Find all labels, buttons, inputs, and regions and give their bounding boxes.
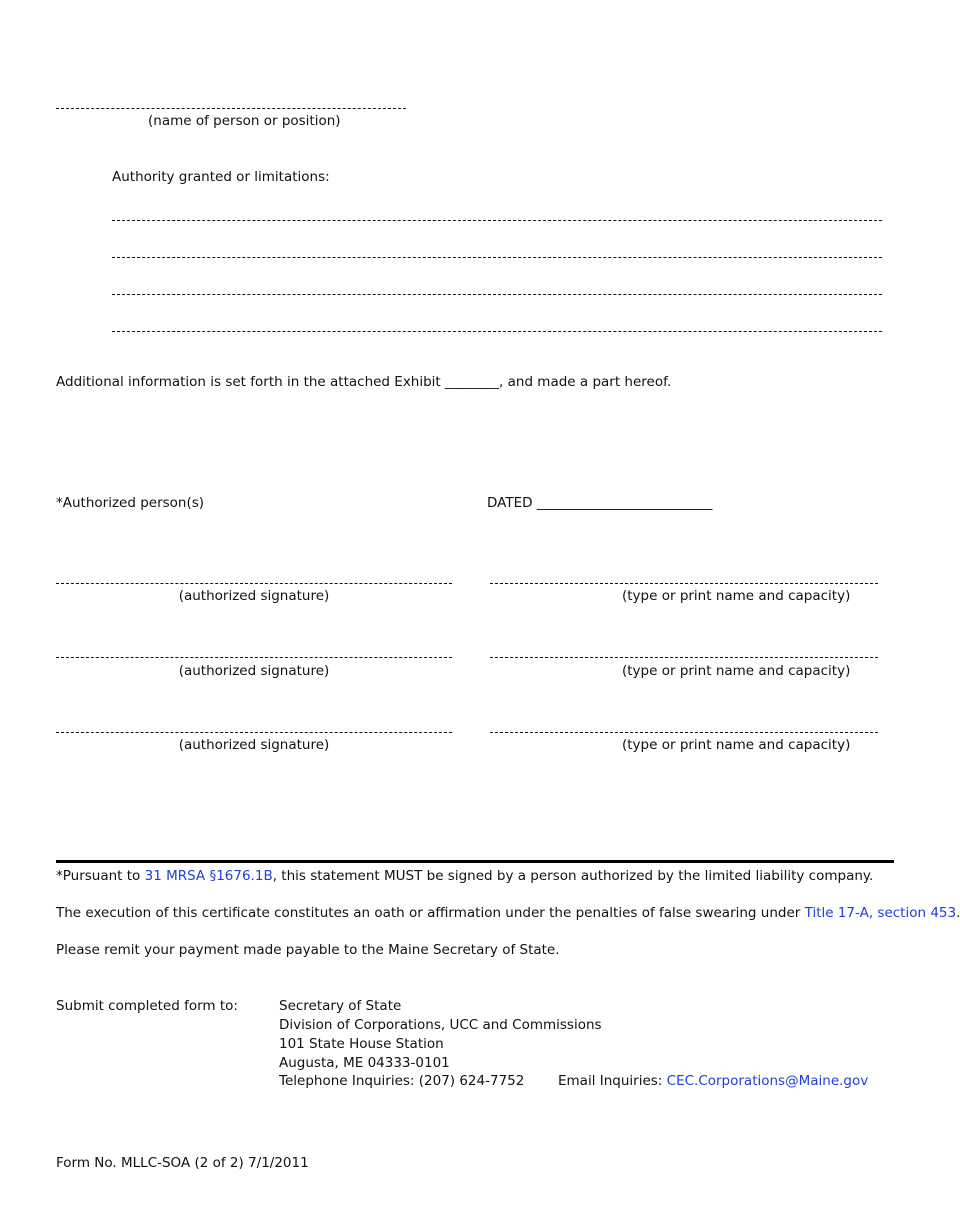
person-caption: (name of person or position): [148, 113, 341, 129]
exhibit-suffix: , and made a part hereof.: [499, 374, 672, 390]
email-inquiries: [558, 1073, 868, 1089]
statute-link[interactable]: 31 MRSA §1676.1B: [144, 868, 273, 884]
note1-suffix: , this statement MUST be signed by a person authorized by the limited liability company.: [272, 868, 874, 884]
address-line-2: Division of Corporations, UCC and Commissions: [279, 1017, 602, 1033]
address-line-3: 101 State House Station: [279, 1036, 444, 1052]
oath-note: [56, 905, 960, 921]
signature-line-1[interactable]: [56, 583, 452, 584]
name-line-3[interactable]: [490, 732, 878, 733]
authority-line-2[interactable]: [112, 257, 882, 258]
signature-line-3[interactable]: [56, 732, 452, 733]
address-line-4: Augusta, ME 04333-0101: [279, 1055, 450, 1071]
name-line-2[interactable]: [490, 657, 878, 658]
authority-label: Authority granted or limitations:: [112, 169, 330, 185]
dated-label: DATED: [487, 495, 537, 511]
signature-caption-2: (authorized signature): [178, 663, 330, 679]
name-caption-2: (type or print name and capacity): [622, 663, 851, 679]
submit-label: Submit completed form to:: [56, 998, 238, 1014]
exhibit-line: [56, 374, 671, 390]
name-caption-1: (type or print name and capacity): [622, 588, 851, 604]
dated-field: [487, 495, 712, 511]
address-line-1: Secretary of State: [279, 998, 402, 1014]
name-caption-3: (type or print name and capacity): [622, 737, 851, 753]
exhibit-blank[interactable]: ________: [445, 374, 500, 390]
signature-caption-3: (authorized signature): [178, 737, 330, 753]
authority-line-3[interactable]: [112, 294, 882, 295]
note2-prefix: The execution of this certificate constitutes an oath or affirmation under the penalties of false swearing under: [56, 905, 805, 921]
pursuant-note: [56, 868, 873, 884]
title-17a-link[interactable]: Title 17-A, section 453: [804, 905, 957, 921]
dated-blank[interactable]: __________________________: [536, 495, 713, 511]
note2-suffix: .: [956, 905, 960, 921]
person-name-line[interactable]: [56, 108, 406, 109]
signature-line-2[interactable]: [56, 657, 452, 658]
signature-caption-1: (authorized signature): [178, 588, 330, 604]
name-line-1[interactable]: [490, 583, 878, 584]
authority-line-1[interactable]: [112, 220, 882, 221]
payment-note: Please remit your payment made payable to the Maine Secretary of State.: [56, 942, 560, 958]
footer-divider: [56, 860, 894, 863]
authority-line-4[interactable]: [112, 331, 882, 332]
form-number: Form No. MLLC-SOA (2 of 2) 7/1/2011: [56, 1155, 309, 1171]
authorized-persons-label: *Authorized person(s): [56, 495, 205, 511]
phone-inquiries: Telephone Inquiries: (207) 624-7752: [279, 1073, 525, 1089]
email-label: Email Inquiries:: [558, 1073, 667, 1089]
note1-prefix: *Pursuant to: [56, 868, 145, 884]
email-link[interactable]: CEC.Corporations@Maine.gov: [666, 1073, 869, 1089]
exhibit-prefix: Additional information is set forth in the attached Exhibit: [56, 374, 446, 390]
